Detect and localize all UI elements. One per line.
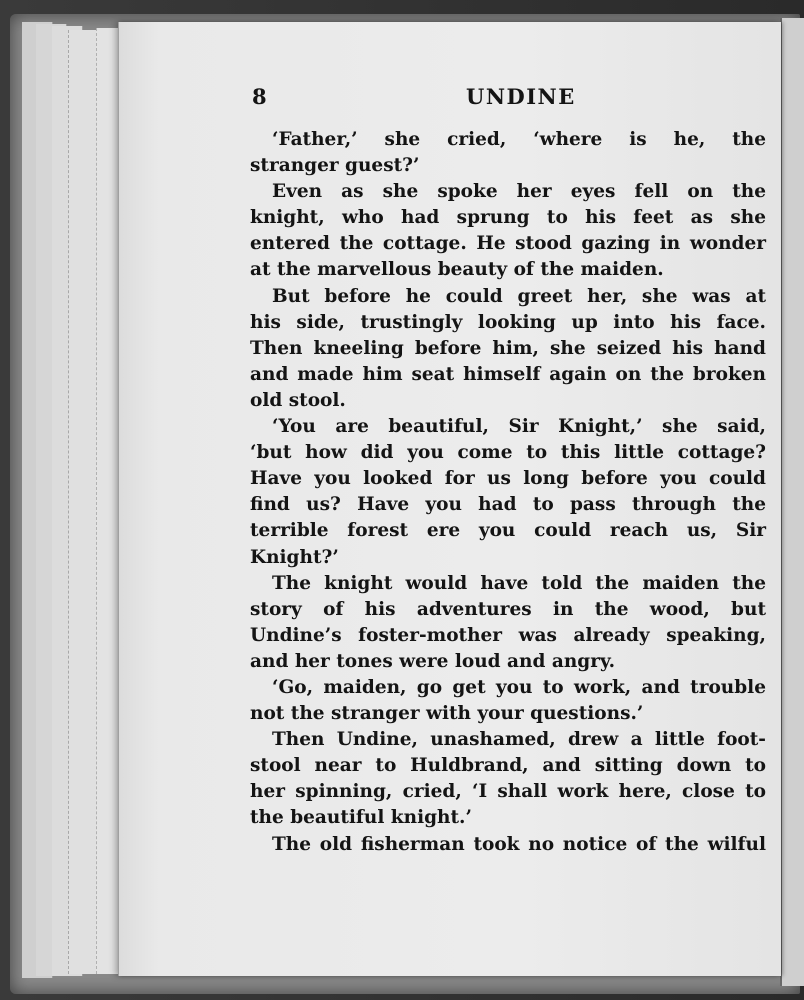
text-line: ‘You are beautiful, Sir Knight,’ she said, [272,416,766,438]
text-line: Then kneeling before him, she seized his hand [250,337,766,359]
text-line: ‘Father,’ she cried, ‘where is he, the [272,129,766,150]
text-line: knight, who had sprung to his feet as she [250,207,766,229]
text-line: The old fisherman took no notice of the wilful [272,833,766,855]
text-line: stool near to Huldbrand, and sitting down to [250,755,766,777]
text-line: old stool. [250,389,346,411]
text-line: and made him seat himself again on the broken [250,363,766,385]
text-line: not the stranger with your questions.’ [250,703,644,725]
running-head: UNDINE [466,84,576,109]
body-text [250,127,766,858]
text-line: ‘but how did you come to this little cottage? [250,442,766,464]
page-number: 8 [252,84,267,109]
text-line: story of his adventures in the wood, but [250,598,766,620]
text-line: stranger guest?’ [250,155,420,177]
text-line: The knight would have told the maiden the [272,572,766,594]
page-header [252,84,576,114]
text-line: Even as she spoke her eyes fell on the [272,181,766,203]
text-line: entered the cottage. He stood gazing in wonder [250,233,766,255]
text-line: Have you looked for us long before you could [250,468,766,490]
text-line: find us? Have you had to pass through the [250,494,766,516]
text-line: Then Undine, unashamed, drew a little foot- [272,729,766,751]
text-line: his side, trustingly looking up into his face. [250,311,766,333]
facing-page-edge [780,18,804,986]
text-line: her spinning, cried, ‘I shall work here, close to [250,781,766,803]
text-line: and her tones were loud and angry. [250,650,616,672]
text-line: Undine’s foster-mother was already speaking, [250,624,766,646]
text-line: But before he could greet her, she was at [272,285,766,307]
text-line: terrible forest ere you could reach us, Sir [250,520,766,542]
text-line: Knight?’ [250,546,339,568]
text-line: at the marvellous beauty of the maiden. [250,259,664,281]
text-line: the beautiful knight.’ [250,807,472,829]
text-line: ‘Go, maiden, go get you to work, and trouble [272,676,766,698]
